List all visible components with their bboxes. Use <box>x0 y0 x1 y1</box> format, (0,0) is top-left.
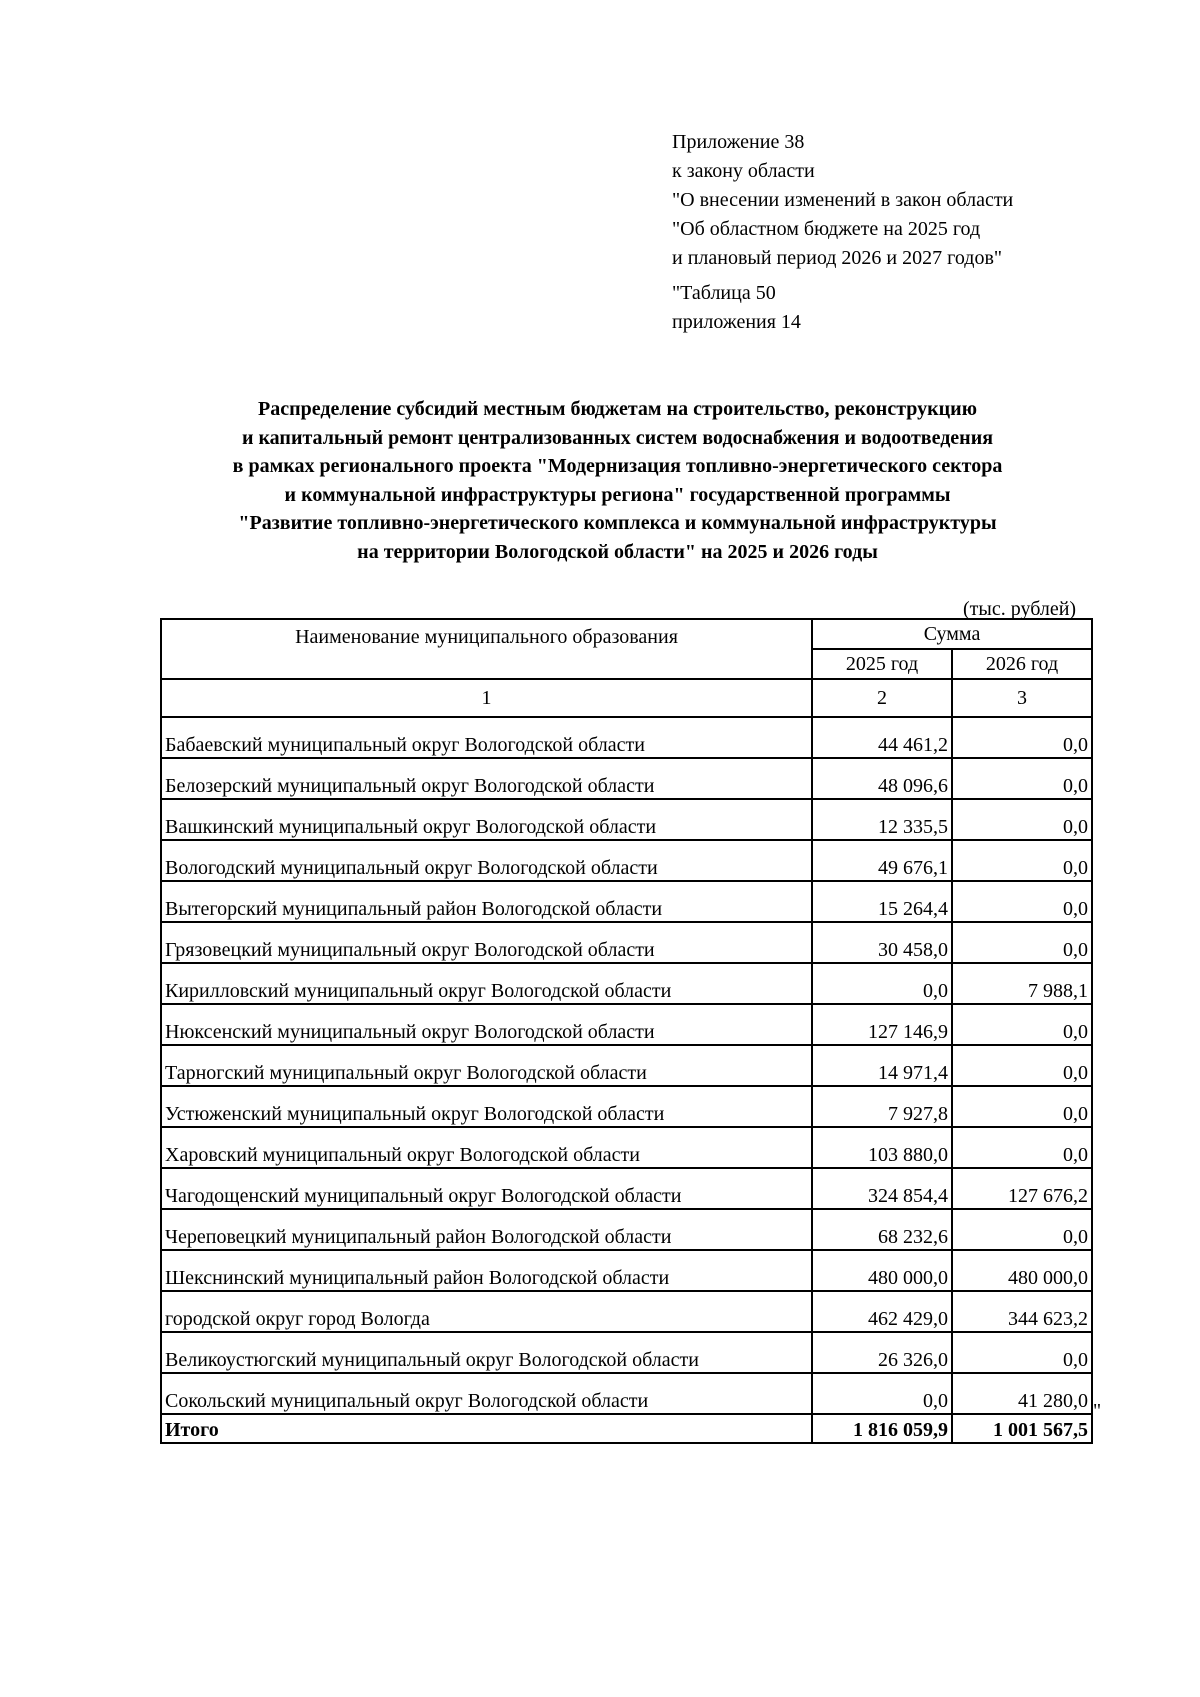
municipality-name: Вологодский муниципальный округ Вологодской области <box>161 840 812 881</box>
municipality-name: Чагодощенский муниципальный округ Вологодской области <box>161 1168 812 1209</box>
title-line: на территории Вологодской области" на 2025 и 2026 годы <box>357 540 878 563</box>
amount-2025: 0,0 <box>812 963 952 1004</box>
amount-2026: 1 001 567,5 <box>952 1414 1092 1443</box>
column-header-name: Наименование муниципального образования <box>161 619 812 679</box>
title-line: и коммунальной инфраструктуры региона" государственной программы <box>284 483 951 506</box>
units-label: (тыс. рублей) <box>963 598 1077 620</box>
amount-2026: 41 280,0 <box>952 1373 1092 1414</box>
column-number: 2 <box>812 679 952 717</box>
amount-2025: 68 232,6 <box>812 1209 952 1250</box>
column-number: 3 <box>952 679 1092 717</box>
header-line: "О внесении изменений в закон области <box>672 189 1014 211</box>
amount-2026: 0,0 <box>952 840 1092 881</box>
amount-2025: 127 146,9 <box>812 1004 952 1045</box>
municipality-name: Харовский муниципальный округ Вологодской области <box>161 1127 812 1168</box>
column-header-sum: Сумма <box>812 619 1092 649</box>
table-header-row <box>161 619 1092 649</box>
column-header-2026: 2026 год <box>952 649 1092 679</box>
amount-2025: 1 816 059,9 <box>812 1414 952 1443</box>
column-number: 1 <box>161 679 812 717</box>
table-row <box>161 1045 1092 1086</box>
header-line: Приложение 38 <box>672 131 805 153</box>
municipality-name: Грязовецкий муниципальный округ Вологодской области <box>161 922 812 963</box>
header-line: к закону области <box>672 160 815 182</box>
table-row <box>161 881 1092 922</box>
amount-2025: 49 676,1 <box>812 840 952 881</box>
table-row <box>161 963 1092 1004</box>
amount-2025: 48 096,6 <box>812 758 952 799</box>
amount-2025: 26 326,0 <box>812 1332 952 1373</box>
amount-2026: 0,0 <box>952 758 1092 799</box>
table-row <box>161 1373 1092 1414</box>
municipality-name: Итого <box>161 1414 812 1443</box>
amount-2026: 0,0 <box>952 1004 1092 1045</box>
municipality-name: Устюженский муниципальный округ Вологодской области <box>161 1086 812 1127</box>
column-header-2025: 2025 год <box>812 649 952 679</box>
amount-2025: 14 971,4 <box>812 1045 952 1086</box>
municipality-name: Белозерский муниципальный округ Вологодской области <box>161 758 812 799</box>
amount-2026: 0,0 <box>952 799 1092 840</box>
municipality-name: Череповецкий муниципальный район Вологодской области <box>161 1209 812 1250</box>
subsidy-table <box>160 618 1093 1444</box>
table-row <box>161 1086 1092 1127</box>
amount-2025: 324 854,4 <box>812 1168 952 1209</box>
total-row <box>161 1414 1092 1443</box>
table-row <box>161 840 1092 881</box>
column-number-row <box>161 679 1092 717</box>
amount-2025: 44 461,2 <box>812 717 952 758</box>
table-row <box>161 1250 1092 1291</box>
municipality-name: Нюксенский муниципальный округ Вологодской области <box>161 1004 812 1045</box>
table-row <box>161 1291 1092 1332</box>
amount-2025: 0,0 <box>812 1373 952 1414</box>
amount-2025: 12 335,5 <box>812 799 952 840</box>
municipality-name: Вытегорский муниципальный район Вологодской области <box>161 881 812 922</box>
municipality-name: Вашкинский муниципальный округ Вологодской области <box>161 799 812 840</box>
table-row <box>161 717 1092 758</box>
table-row <box>161 1209 1092 1250</box>
amount-2026: 480 000,0 <box>952 1250 1092 1291</box>
table-row <box>161 922 1092 963</box>
municipality-name: Сокольский муниципальный округ Вологодской области <box>161 1373 812 1414</box>
table-ref-line: "Таблица 50 <box>672 282 776 304</box>
amount-2026: 0,0 <box>952 922 1092 963</box>
amount-2025: 462 429,0 <box>812 1291 952 1332</box>
amount-2026: 0,0 <box>952 1045 1092 1086</box>
amount-2026: 0,0 <box>952 881 1092 922</box>
amount-2025: 480 000,0 <box>812 1250 952 1291</box>
title-line: "Развитие топливно-энергетического комплекса и коммунальной инфраструктуры <box>238 512 997 534</box>
amount-2025: 7 927,8 <box>812 1086 952 1127</box>
table-row <box>161 1127 1092 1168</box>
amount-2025: 15 264,4 <box>812 881 952 922</box>
title-line: в рамках регионального проекта "Модернизация топливно-энергетического сектора <box>232 455 1003 477</box>
municipality-name: Тарногский муниципальный округ Вологодской области <box>161 1045 812 1086</box>
municipality-name: городской округ город Вологда <box>161 1291 812 1332</box>
amount-2026: 344 623,2 <box>952 1291 1092 1332</box>
amount-2026: 0,0 <box>952 1332 1092 1373</box>
table-row <box>161 1332 1092 1373</box>
title-line: Распределение субсидий местным бюджетам на строительство, реконструкцию <box>258 398 977 420</box>
municipality-name: Великоустюгский муниципальный округ Вологодской области <box>161 1332 812 1373</box>
municipality-name: Кирилловский муниципальный округ Вологодской области <box>161 963 812 1004</box>
amount-2026: 127 676,2 <box>952 1168 1092 1209</box>
amount-2026: 0,0 <box>952 1209 1092 1250</box>
appendix-header <box>672 128 1013 337</box>
table-row <box>161 758 1092 799</box>
header-line: и плановый период 2026 и 2027 годов" <box>672 247 1003 269</box>
closing-quote: " <box>1093 1400 1102 1422</box>
amount-2026: 0,0 <box>952 1127 1092 1168</box>
amount-2026: 0,0 <box>952 1086 1092 1127</box>
title-line: и капитальный ремонт централизованных систем водоснабжения и водоотведения <box>241 426 994 449</box>
document-title <box>150 395 1085 566</box>
table-row <box>161 1004 1092 1045</box>
amount-2025: 30 458,0 <box>812 922 952 963</box>
amount-2026: 7 988,1 <box>952 963 1092 1004</box>
amount-2025: 103 880,0 <box>812 1127 952 1168</box>
municipality-name: Бабаевский муниципальный округ Вологодской области <box>161 717 812 758</box>
header-line: "Об областном бюджете на 2025 год <box>672 218 981 240</box>
table-row <box>161 799 1092 840</box>
municipality-name: Шекснинский муниципальный район Вологодской области <box>161 1250 812 1291</box>
amount-2026: 0,0 <box>952 717 1092 758</box>
table-row <box>161 1168 1092 1209</box>
table-ref-line: приложения 14 <box>672 311 801 333</box>
